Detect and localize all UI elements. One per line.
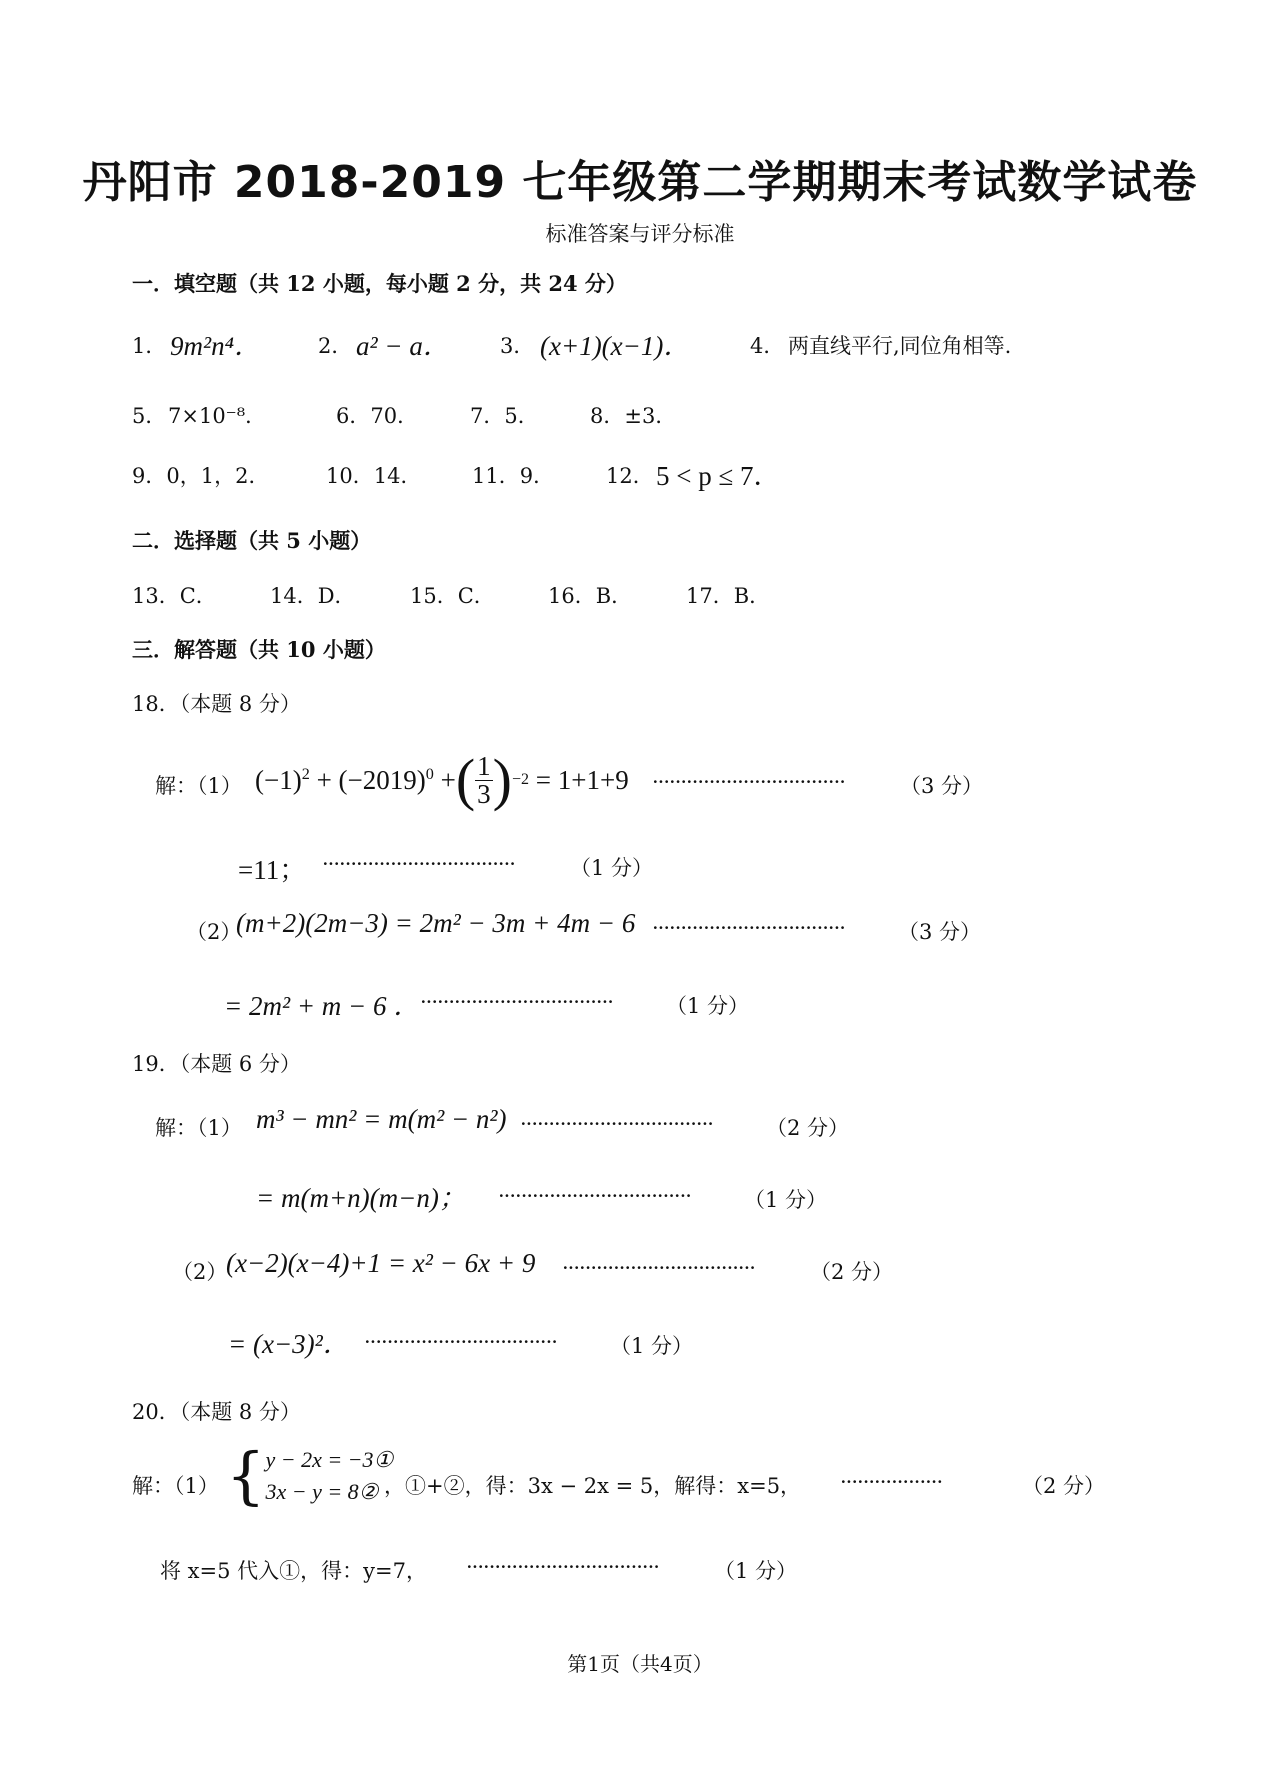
q20-part1-score: （2 分）	[1022, 1474, 1106, 1498]
q18-part1-score: （3 分）	[900, 774, 984, 798]
q18-part1-prefix: 解：（1）	[155, 774, 242, 798]
q20-equation-1: y − 2x = −3①	[265, 1447, 394, 1473]
answer-10: 10．14．	[326, 464, 422, 488]
answer-8: 8．±3．	[590, 404, 677, 428]
answer-12: 5 < p ≤ 7．	[656, 461, 781, 491]
answer-9: 9．0，1，2．	[132, 464, 270, 488]
q18-part1-result: =11；	[238, 855, 307, 885]
answer-3: (x+1)(x−1)．	[540, 331, 691, 361]
answer-5-number: 5．	[132, 404, 167, 428]
q19-part2-expression: (x−2)(x−4)+1 = x² − 6x + 9	[226, 1248, 536, 1278]
answer-3-number: 3．	[500, 334, 535, 358]
q20-part2-text: 将 x=5 代入①，得：y=7，	[160, 1559, 427, 1583]
q19-part1-result-leader: ··································	[498, 1184, 691, 1208]
answer-4: 两直线平行,同位角相等.	[788, 334, 1012, 358]
answer-5: 7×10⁻⁸．	[168, 404, 267, 428]
q18-part2-result: = 2m² + m − 6 ．	[224, 991, 421, 1021]
q19-part2-result-leader: ··································	[364, 1330, 557, 1354]
q18-part1-result-leader: ··································	[322, 852, 515, 876]
document-title: 丹阳市 2018-2019 七年级第二学期期末考试数学试卷	[82, 157, 1198, 208]
q18-fraction-numerator: 1	[477, 750, 491, 781]
q20-part1-leader: ··················	[840, 1470, 943, 1494]
q18-part2-result-leader: ··································	[420, 990, 613, 1014]
section-heading-solutions: 三．解答题（共 10 小题）	[132, 637, 386, 662]
answer-15: 15．C．	[410, 584, 495, 608]
q18-fraction-denominator: 3	[477, 778, 491, 809]
q18-part2-prefix: （2）	[186, 920, 242, 944]
q18-part2-expression: (m+2)(2m−3) = 2m² − 3m + 4m − 6	[236, 908, 636, 938]
q18-part2-leader: ··································	[652, 916, 845, 940]
q19-part2-score: （2 分）	[810, 1260, 894, 1284]
answer-1-number: 1．	[132, 334, 167, 358]
q20-part1-prefix: 解：（1）	[132, 1474, 219, 1498]
q19-part1-result: = m(m+n)(m−n)；	[256, 1183, 466, 1213]
q18-part2-score: （3 分）	[898, 920, 982, 944]
q20-part1-text: ，①+②，得：3x − 2x = 5，解得：x=5，	[384, 1474, 802, 1498]
q18-part1-leader: ··································	[652, 770, 845, 794]
answer-1: 9m²n⁴．	[170, 331, 261, 361]
q19-part2-leader: ··································	[562, 1256, 755, 1280]
answer-6: 6．70．	[336, 404, 419, 428]
page-footer: 第1页（共4页）	[567, 1652, 713, 1676]
q19-part1-result-score: （1 分）	[744, 1188, 828, 1212]
q19-part1-prefix: 解：（1）	[155, 1116, 242, 1140]
q20-part2-score: （1 分）	[714, 1559, 798, 1583]
q18-part1-expression: $(-1)^2 + (-2019)^0$ + ( $\frac{1}{3}$ ) −2 = 1+1+9	[255, 747, 629, 812]
brace-icon: {	[226, 1439, 266, 1512]
q20-equation-system	[226, 1436, 393, 1516]
answer-12-number: 12．	[606, 464, 654, 488]
answer-11: 11．9．	[472, 464, 555, 488]
q19-part2-result: = (x−3)²．	[228, 1329, 350, 1359]
q18-part1-result-score: （1 分）	[570, 856, 654, 880]
document-subtitle: 标准答案与评分标准	[545, 222, 735, 246]
q19-part2-result-score: （1 分）	[610, 1334, 694, 1358]
answer-7: 7．5．	[470, 404, 539, 428]
q19-part1-score: （2 分）	[766, 1116, 850, 1140]
answer-17: 17．B．	[686, 584, 771, 608]
q19-part1-leader: ··································	[520, 1112, 713, 1136]
q19-part2-prefix: （2）	[172, 1260, 228, 1284]
section-heading-multiple-choice: 二．选择题（共 5 小题）	[132, 528, 372, 553]
q19-part1-expression: m³ − mn² = m(m² − n²)	[256, 1104, 507, 1134]
answer-14: 14．D．	[270, 584, 356, 608]
answer-13: 13．C．	[132, 584, 217, 608]
q20-header: 20．（本题 8 分）	[132, 1400, 301, 1424]
answer-4-number: 4．	[750, 334, 785, 358]
q20-equation-2: 3x − y = 8②	[265, 1479, 379, 1504]
answer-2-number: 2．	[318, 334, 353, 358]
q18-header: 18．（本题 8 分）	[132, 692, 301, 716]
q20-part2-leader: ··································	[466, 1555, 659, 1579]
q18-fraction	[475, 750, 493, 809]
section-heading-fill-in: 一．填空题（共 12 小题，每小题 2 分，共 24 分）	[132, 271, 627, 296]
q18-part2-result-score: （1 分）	[666, 994, 750, 1018]
answer-2: a² − a．	[356, 331, 450, 361]
q19-header: 19．（本题 6 分）	[132, 1052, 301, 1076]
answer-16: 16．B．	[548, 584, 633, 608]
